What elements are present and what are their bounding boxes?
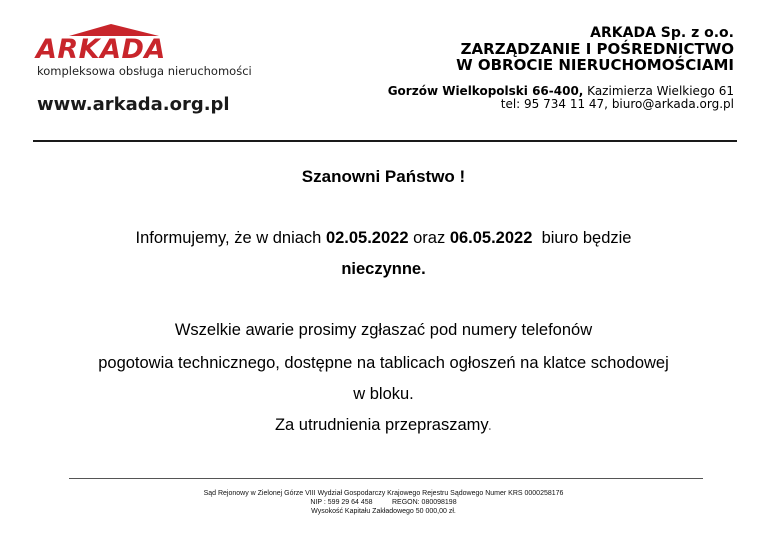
report-line-2: pogotowia technicznego, dostępne na tablicach ogłoszeń na klatce schodowej [98,354,669,372]
address-street: Kazimierza Wielkiego 61 [583,84,734,98]
logo-tagline: kompleksowa obsługa nieruchomości [37,64,252,78]
contact-line: tel: 95 734 11 47, biuro@arkada.org.pl [500,97,734,111]
header-divider [33,140,737,142]
apology-text: Za utrudnienia przepraszamy [274,416,488,434]
company-heading [456,25,734,73]
company-logo [33,22,295,82]
closed-word: nieczynne. [341,260,426,278]
date-1: 02.05.2022 [325,229,409,247]
company-line-1: ZARZĄDZANIE I POŚREDNICTWO [460,40,734,58]
company-line-2: W OBROCIE NIERUCHOMOŚCIAMI [456,56,734,74]
notice-mid: oraz [408,229,450,247]
report-line-3: w bloku. [353,385,414,403]
address-city: Gorzów Wielkopolski 66-400, [387,84,584,98]
notice-prefix: Informujemy, że w dniach [135,229,326,247]
footer-divider [69,478,703,479]
notice-suffix: biuro będzie [532,229,632,247]
website-url: www.arkada.org.pl [37,94,230,115]
logo-text: ARKADA [36,34,166,65]
company-address [388,85,734,111]
footer-capital: Wysokość Kapitału Zakładowego 50 000,00 zł. [311,508,456,515]
date-2: 06.05.2022 [449,229,533,247]
closure-notice [0,229,767,248]
report-line-1: Wszelkie awarie prosimy zgłaszać pod numery telefonów [174,321,593,339]
footer-court-registry: Sąd Rejonowy w Zielonej Górze VIII Wydział Gospodarczy Krajowego Rejestru Sądowego Numer KRS 0000258176 [203,490,564,497]
apology-dot: . [487,416,493,434]
footer-tax-ids: NIP : 599 29 64 458 REGON: 080098198 [310,499,457,506]
apology [0,416,767,435]
greeting: Szanowni Państwo ! [301,167,466,186]
company-name: ARKADA Sp. z o.o. [590,25,734,41]
